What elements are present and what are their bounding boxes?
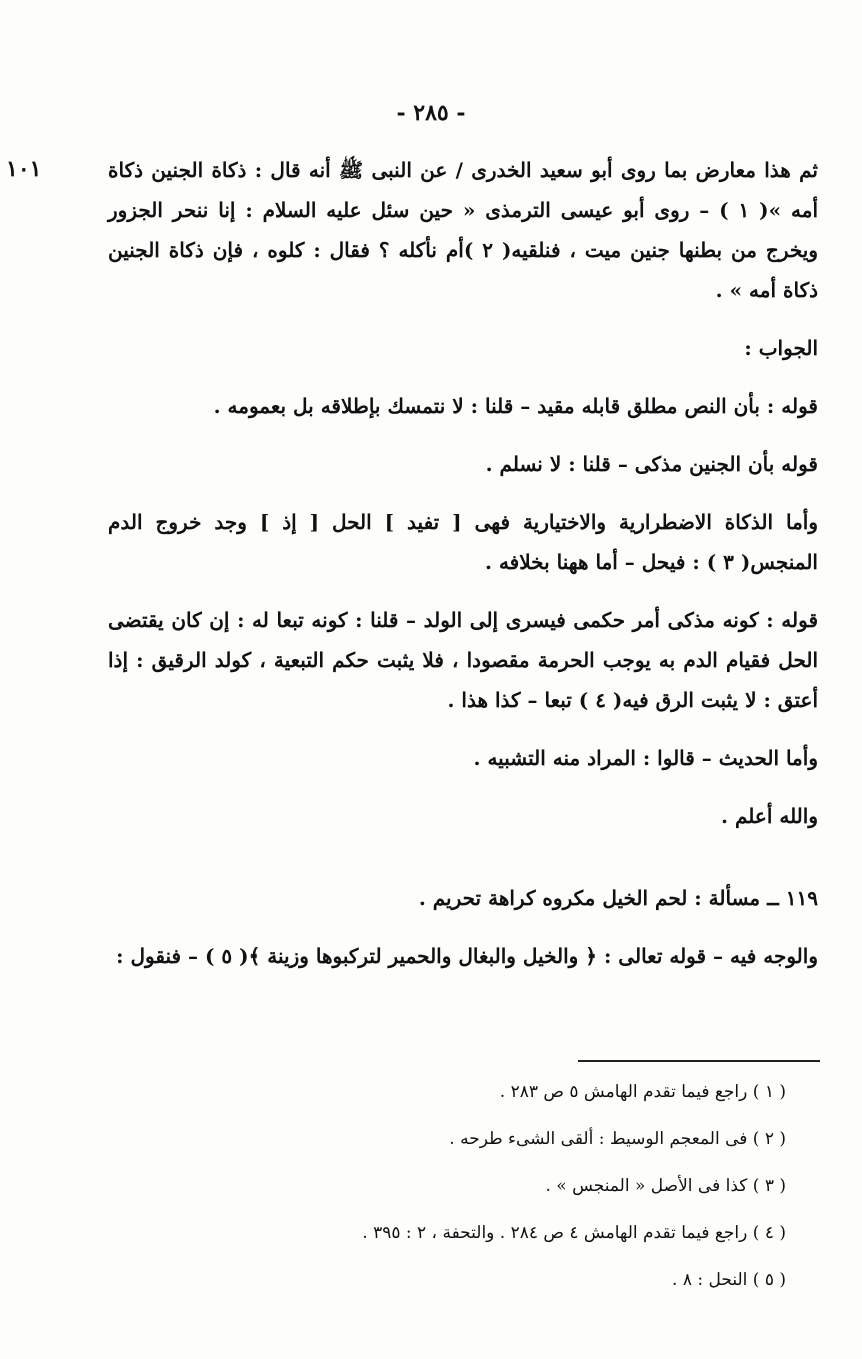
footnote-separator <box>578 1060 820 1062</box>
paragraph-reply-3: قوله : كونه مذكى أمر حكمى فيسرى إلى الولد – قلنا : كونه تبعا له : إن كان يقتضى الحل فقيام الدم به يوجب الحرمة مقصودا ، فلا يثبت حكم التبعية ، كولد الرقيق : إذا أعتق : لا يثبت الرق فيه( ٤ ) تبعا – كذا هذا . <box>108 608 818 712</box>
paragraph-issue-reasoning: والوجه فيه – قوله تعالى : ﴿ والخيل والبغال والحمير لتركبوها وزينة ﴾( ٥ ) – فنقول : <box>116 944 818 968</box>
footnote-5: ( ٥ ) النحل : ٨ . <box>672 1270 786 1290</box>
footnote-1: ( ١ ) راجع فيما تقدم الهامش ٥ ص ٢٨٣ . <box>499 1082 786 1102</box>
footnote-2: ( ٢ ) فى المعجم الوسيط : ألقى الشىء طرحه . <box>449 1129 786 1149</box>
margin-page-reference: ١٠١ <box>6 156 42 182</box>
paragraph-issue-heading: ١١٩ ــ مسألة : لحم الخيل مكروه كراهة تحريم . <box>418 886 818 910</box>
paragraph-hadith: ثم هذا معارض بما روى أبو سعيد الخدرى / عن النبى ﷺ أنه قال : ذكاة الجنين ذكاة أمه »( ١ ) – روى أبو عيسى الترمذى « حين سئل عليه السلام : إنا ننحر الجزور ويخرج من بطنها جنين ميت ، فنلقيه( ٢ )أم نأكله ؟ فقال : كلوه ، فإن ذكاة الجنين ذكاة أمه » . <box>108 158 819 302</box>
paragraph-answer-heading: الجواب : <box>744 336 818 360</box>
footnote-3: ( ٣ ) كذا فى الأصل « المنجس » . <box>545 1176 786 1196</box>
page-number: - ٢٨٥ - <box>396 100 466 126</box>
paragraph-dhakat: وأما الذكاة الاضطرارية والاختيارية فهى [ تفيد ] الحل [ إذ ] وجد خروج الدم المنجس( ٣ ) : فيحل – أما ههنا بخلافه . <box>108 510 818 574</box>
footnotes <box>108 1074 818 1309</box>
paragraph-reply-2: قوله بأن الجنين مذكى – قلنا : لا نسلم . <box>485 452 818 476</box>
paragraph-reply-1: قوله : بأن النص مطلق قابله مقيد – قلنا : لا نتمسك بإطلاقه بل بعمومه . <box>213 394 818 418</box>
paragraph-hadith-reply: وأما الحديث – قالوا : المراد منه التشبيه . <box>473 746 818 770</box>
paragraph-closing: والله أعلم . <box>721 804 818 828</box>
main-text <box>108 150 818 994</box>
footnote-4: ( ٤ ) راجع فيما تقدم الهامش ٤ ص ٢٨٤ . والتحفة ، ٢ : ٣٩٥ . <box>362 1223 786 1243</box>
